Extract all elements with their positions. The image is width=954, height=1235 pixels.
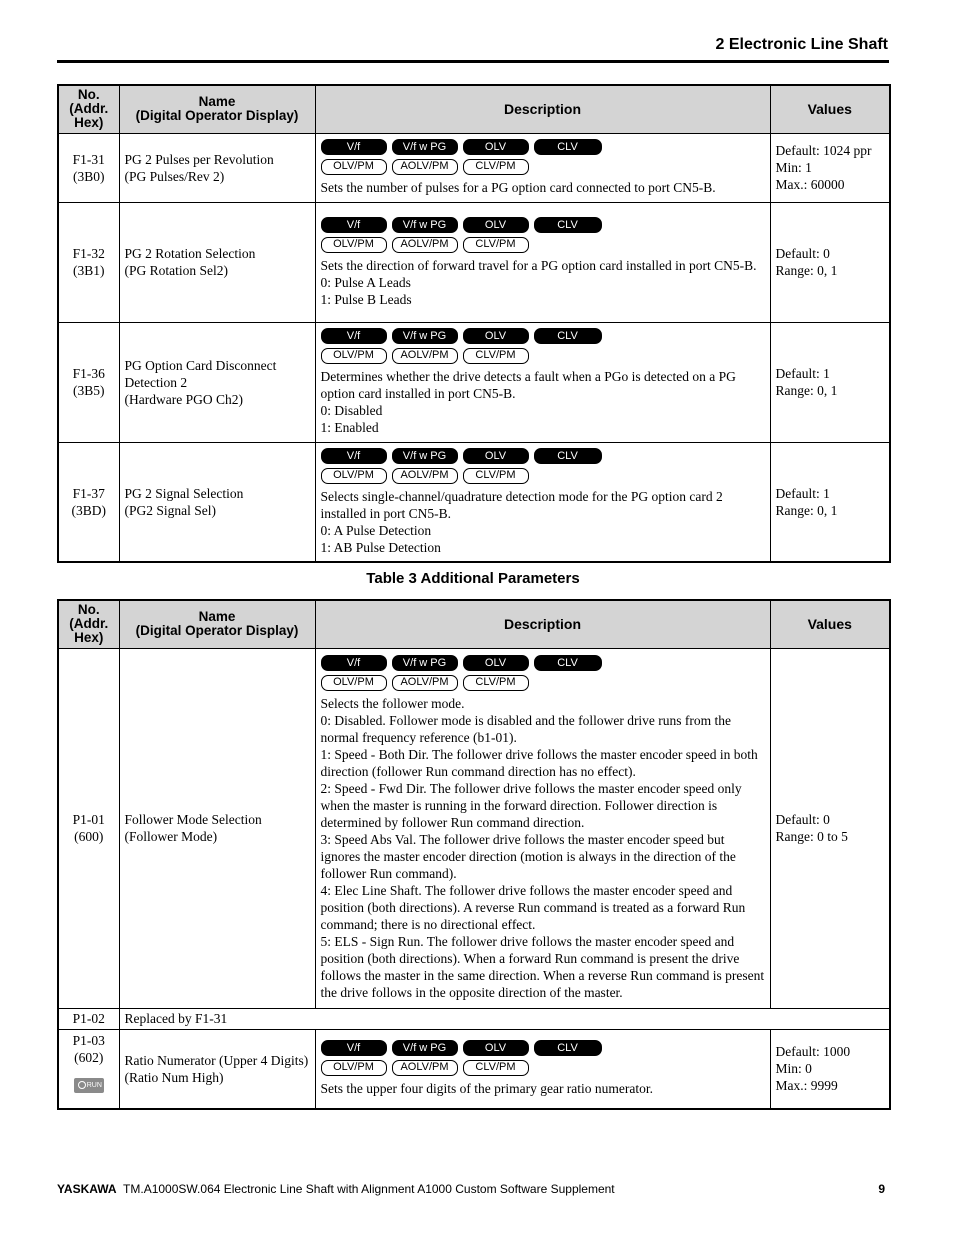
badge-clv: CLV [534, 217, 602, 233]
param-description: V/f V/f w PG OLV CLV OLV/PM AOLV/PM CLV/PM Selects the follower mode. 0: Disabled. Follower mode is disabled and the follower drive runs from the normal frequency reference (b1-01). 1: Speed - Both Dir. The follower drive follows the master encoder speed in both direction (follower Run command direction has no effect). 2: Speed - Fwd Dir. The follower drive follows the master encoder speed only when the master is running in the forward direction. Follower direction is determined by follower Run command direction. 3: Speed Abs Val. The follower drive follows the master encoder speed but ignores the master encoder direction (motion is always in the direction of the follower Run command). 4: Elec Line Shaft. The follower drive follows the master encoder speed and position (both directions). A reverse Run command is treated as a forward Run command; there is no directional effect. 5: ELS - Sign Run. The follower drive follows the master encoder speed and position (both directions). When a forward Run command is present the drive follows the master in the same direction. When a reverse Run command is present the drive follows in the opposite direction of the master. [315, 648, 770, 1008]
badge-olv: OLV [463, 655, 529, 671]
badge-vf: V/f [321, 655, 387, 671]
badge-clv-pm: CLV/PM [463, 468, 529, 484]
parameter-table-additional [57, 599, 891, 1110]
badge-olv: OLV [463, 328, 529, 344]
badge-olv-pm: OLV/PM [321, 1060, 387, 1076]
badge-vf: V/f [321, 1040, 387, 1056]
table-header-row [58, 600, 890, 648]
param-no: P1-03 (602) RUN [58, 1029, 119, 1109]
badge-olv-pm: OLV/PM [321, 159, 387, 175]
table-row [58, 1029, 890, 1109]
param-name: PG 2 Rotation Selection (PG Rotation Sel2) [119, 202, 315, 322]
col-description: Description [315, 600, 770, 648]
badge-vf-pg: V/f w PG [392, 139, 458, 155]
param-values: Default: 1 Range: 0, 1 [770, 322, 890, 442]
param-no: F1-37 (3BD) [58, 442, 119, 562]
section-title: 2 Electronic Line Shaft [715, 36, 888, 53]
badge-clv: CLV [534, 1040, 602, 1056]
table-row [58, 442, 890, 562]
col-name: Name (Digital Operator Display) [119, 85, 315, 133]
control-mode-badges [321, 1040, 765, 1076]
badge-clv: CLV [534, 655, 602, 671]
page-number: 9 [878, 1182, 885, 1196]
badge-clv-pm: CLV/PM [463, 237, 529, 253]
badge-aolv-pm: AOLV/PM [392, 675, 458, 691]
header-rule [57, 60, 889, 63]
col-description: Description [315, 85, 770, 133]
badge-aolv-pm: AOLV/PM [392, 237, 458, 253]
badge-aolv-pm: AOLV/PM [392, 159, 458, 175]
badge-vf: V/f [321, 139, 387, 155]
badge-vf: V/f [321, 217, 387, 233]
badge-olv: OLV [463, 448, 529, 464]
col-values: Values [770, 85, 890, 133]
table-caption: Table 3 Additional Parameters [366, 570, 580, 587]
param-description: V/f V/f w PG OLV CLV OLV/PM AOLV/PM CLV/PM Determines whether the drive detects a fault when a PGo is detected on a PG option card installed in port CN5-B. 0: Disabled 1: Enabled [315, 322, 770, 442]
badge-vf: V/f [321, 328, 387, 344]
badge-vf-pg: V/f w PG [392, 328, 458, 344]
param-no: F1-31 (3B0) [58, 133, 119, 202]
badge-aolv-pm: AOLV/PM [392, 468, 458, 484]
badge-olv-pm: OLV/PM [321, 237, 387, 253]
badge-vf-pg: V/f w PG [392, 655, 458, 671]
page-footer [57, 1182, 885, 1196]
badge-clv-pm: CLV/PM [463, 159, 529, 175]
param-no: F1-32 (3B1) [58, 202, 119, 322]
param-name: Ratio Numerator (Upper 4 Digits) (Ratio Num High) [119, 1029, 315, 1109]
table-row [58, 133, 890, 202]
param-description: V/f V/f w PG OLV CLV OLV/PM AOLV/PM CLV/PM Sets the direction of forward travel for a PG option card installed in port CN5-B. 0: Pulse A Leads 1: Pulse B Leads [315, 202, 770, 322]
param-values: Default: 1 Range: 0, 1 [770, 442, 890, 562]
control-mode-badges [321, 655, 765, 691]
param-description: V/f V/f w PG OLV CLV OLV/PM AOLV/PM CLV/PM Sets the upper four digits of the primary gear ratio numerator. [315, 1029, 770, 1109]
badge-olv-pm: OLV/PM [321, 675, 387, 691]
param-no: P1-01 (600) [58, 648, 119, 1008]
col-values: Values [770, 600, 890, 648]
param-name: PG 2 Signal Selection (PG2 Signal Sel) [119, 442, 315, 562]
badge-olv: OLV [463, 1040, 529, 1056]
footer-doc-title: YASKAWA TM.A1000SW.064 Electronic Line Shaft with Alignment A1000 Custom Software Supplement [57, 1182, 615, 1196]
table-row [58, 202, 890, 322]
table-row [58, 322, 890, 442]
param-values: Default: 0 Range: 0 to 5 [770, 648, 890, 1008]
control-mode-badges [321, 139, 765, 175]
col-no: No. (Addr. Hex) [58, 600, 119, 648]
param-values: Default: 1000 Min: 0 Max.: 9999 [770, 1029, 890, 1109]
control-mode-badges [321, 448, 765, 484]
badge-olv-pm: OLV/PM [321, 468, 387, 484]
run-icon [74, 1078, 104, 1093]
param-values: Default: 0 Range: 0, 1 [770, 202, 890, 322]
badge-olv: OLV [463, 217, 529, 233]
param-name: Follower Mode Selection (Follower Mode) [119, 648, 315, 1008]
col-no: No. (Addr. Hex) [58, 85, 119, 133]
param-name: PG 2 Pulses per Revolution (PG Pulses/Rev 2) [119, 133, 315, 202]
badge-vf-pg: V/f w PG [392, 448, 458, 464]
badge-clv-pm: CLV/PM [463, 348, 529, 364]
control-mode-badges [321, 328, 765, 364]
badge-clv-pm: CLV/PM [463, 1060, 529, 1076]
table-row [58, 1008, 890, 1029]
param-values: Default: 1024 ppr Min: 1 Max.: 60000 [770, 133, 890, 202]
badge-olv: OLV [463, 139, 529, 155]
table-header-row [58, 85, 890, 133]
param-description: V/f V/f w PG OLV CLV OLV/PM AOLV/PM CLV/PM Sets the number of pulses for a PG option card connected to port CN5-B. [315, 133, 770, 202]
param-description: V/f V/f w PG OLV CLV OLV/PM AOLV/PM CLV/PM Selects single-channel/quadrature detection mode for the PG option card 2 installed in port CN5-B. 0: A Pulse Detection 1: AB Pulse Detection [315, 442, 770, 562]
badge-clv: CLV [534, 328, 602, 344]
badge-vf: V/f [321, 448, 387, 464]
badge-aolv-pm: AOLV/PM [392, 348, 458, 364]
badge-clv: CLV [534, 448, 602, 464]
badge-aolv-pm: AOLV/PM [392, 1060, 458, 1076]
badge-clv-pm: CLV/PM [463, 675, 529, 691]
table-row [58, 648, 890, 1008]
footer-brand: YASKAWA [57, 1182, 117, 1196]
badge-vf-pg: V/f w PG [392, 1040, 458, 1056]
param-note: Replaced by F1-31 [119, 1008, 890, 1029]
parameter-table-f1 [57, 84, 891, 563]
param-no: P1-02 [58, 1008, 119, 1029]
badge-clv: CLV [534, 139, 602, 155]
badge-olv-pm: OLV/PM [321, 348, 387, 364]
param-name: PG Option Card Disconnect Detection 2 (Hardware PGO Ch2) [119, 322, 315, 442]
control-mode-badges [321, 217, 765, 253]
param-no: F1-36 (3B5) [58, 322, 119, 442]
col-name: Name (Digital Operator Display) [119, 600, 315, 648]
badge-vf-pg: V/f w PG [392, 217, 458, 233]
